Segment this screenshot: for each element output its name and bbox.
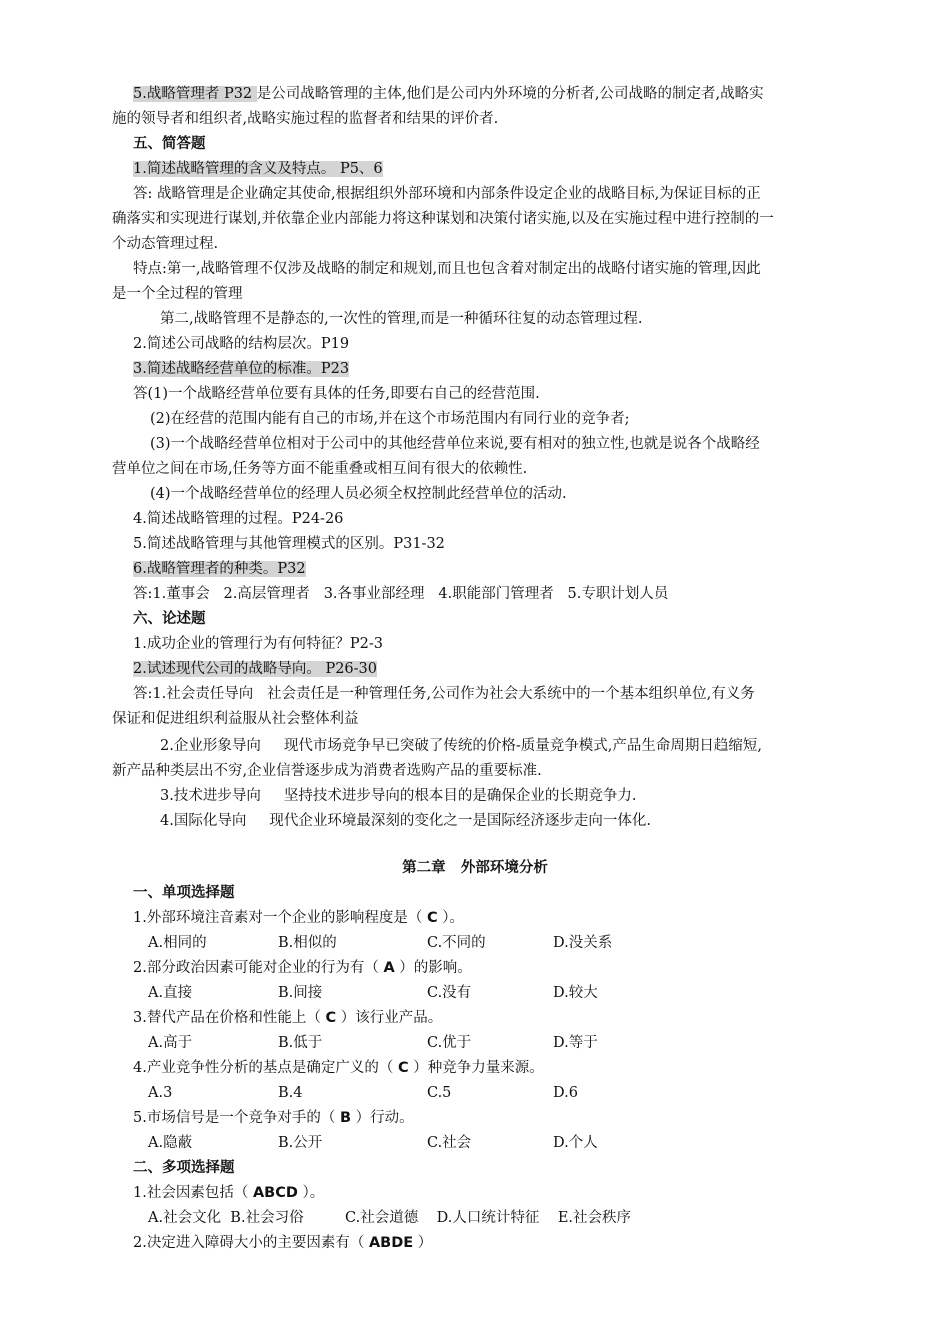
text-line: 施的领导者和组织者,战略实施过程的监督者和结果的评价者. <box>112 111 499 127</box>
text-line: 答:1.董事会 2.高层管理者 3.各事业部经理 4.职能部门管理者 5.专职计划人员 <box>133 586 669 602</box>
question-2: 2.简述公司战略的结构层次。P19 <box>133 336 350 352</box>
text-line: 营单位之间在市场,任务等方面不能重叠或相互间有很大的依赖性. <box>112 461 528 477</box>
section-heading-essay: 六、论述题 <box>133 611 206 627</box>
single-question-1: 1.外部环境注音素对一个企业的影响程度是（ C ）。 <box>133 910 464 926</box>
strategy-manager-item: 5.战略管理者 P32 是公司战略管理的主体,他们是公司内外环境的分析者,公司战略的制定者,战略实 <box>133 86 764 102</box>
text-line: 3.技术进步导向 坚持技术进步导向的根本目的是确保企业的长期竞争力. <box>160 788 637 804</box>
question-5: 5.简述战略管理与其他管理模式的区别。P31-32 <box>133 536 445 552</box>
single-question-3: 3.替代产品在价格和性能上（ C ）该行业产品。 <box>133 1010 443 1026</box>
text-line: (3)一个战略经营单位相对于公司中的其他经营单位来说,要有相对的独立性,也就是说各个战略经 <box>150 436 760 452</box>
item-highlight: 5.战略管理者 P32 <box>133 86 257 102</box>
text-line: 4.国际化导向 现代企业环境最深刻的变化之一是国际经济逐步走向一体化. <box>160 813 651 829</box>
section-heading-single-choice: 一、单项选择题 <box>133 885 235 901</box>
multi-question-2: 2.决定进入障碍大小的主要因素有（ ABDE ） <box>133 1235 433 1251</box>
text-line: 保证和促进组织利益服从社会整体利益 <box>112 711 359 727</box>
question-4: 4.简述战略管理的过程。P24-26 <box>133 511 344 527</box>
options-row: A.隐蔽 B.公开 C.社会 D.个人 <box>148 1135 598 1151</box>
text-line: (2)在经营的范围内能有自己的市场,并在这个市场范围内有同行业的竞争者; <box>150 411 630 427</box>
text-line: 特点:第一,战略管理不仅涉及战略的制定和规划,而且也包含着对制定出的战略付诸实施的管理,因此 <box>133 261 761 277</box>
text-line: 确落实和实现进行谋划,并依靠企业内部能力将这种谋划和决策付诸实施,以及在实施过程中进行控制的一 <box>112 211 774 227</box>
options-row: A.社会文化 B.社会习俗 C.社会道德 D.人口统计特征 E.社会秩序 <box>148 1210 632 1226</box>
essay-question-1: 1.成功企业的管理行为有何特征？P2-3 <box>133 636 383 652</box>
text-line: (4)一个战略经营单位的经理人员必须全权控制此经营单位的活动. <box>150 486 567 502</box>
text-line: 是一个全过程的管理 <box>112 286 243 302</box>
text-line: 第二,战略管理不是静态的,一次性的管理,而是一种循环往复的动态管理过程. <box>160 311 643 327</box>
text-line: 新产品种类层出不穷,企业信誉逐步成为消费者选购产品的重要标准. <box>112 763 542 779</box>
essay-question-2: 2.试述现代公司的战略导向。 P26-30 <box>133 661 377 677</box>
multi-question-1: 1.社会因素包括（ ABCD ）。 <box>133 1185 325 1201</box>
single-question-4: 4.产业竞争性分析的基点是确定广义的（ C ）种竞争力量来源。 <box>133 1060 544 1076</box>
question-6: 6.战略管理者的种类。P32 <box>133 561 306 577</box>
question-3: 3.简述战略经营单位的标准。P23 <box>133 361 350 377</box>
options-row: A.3 B.4 C.5 D.6 <box>148 1085 578 1101</box>
options-row: A.直接 B.间接 C.没有 D.较大 <box>148 985 598 1001</box>
question-1: 1.简述战略管理的含义及特点。 P5、6 <box>133 161 383 177</box>
chapter-title: 第二章 外部环境分析 <box>402 860 548 876</box>
options-row: A.相同的 B.相似的 C.不同的 D.没关系 <box>148 935 613 951</box>
text-line: 答(1)一个战略经营单位要有具体的任务,即要右自己的经营范围. <box>133 386 540 402</box>
section-heading-short-answer: 五、简答题 <box>133 136 206 152</box>
single-question-2: 2.部分政治因素可能对企业的行为有（ A ）的影响。 <box>133 960 472 976</box>
options-row: A.高于 B.低于 C.优于 D.等于 <box>148 1035 598 1051</box>
text-line: 答:1.社会责任导向 社会责任是一种管理任务,公司作为社会大系统中的一个基本组织单位,有义务 <box>133 686 755 702</box>
text-line: 答: 战略管理是企业确定其使命,根据组织外部环境和内部条件设定企业的战略目标,为保证目标的正 <box>133 186 761 202</box>
text-line: 个动态管理过程. <box>112 236 219 252</box>
text-line: 2.企业形象导向 现代市场竞争早已突破了传统的价格-质量竞争模式,产品生命周期日趋缩短, <box>160 738 762 754</box>
section-heading-multi-choice: 二、多项选择题 <box>133 1160 235 1176</box>
single-question-5: 5.市场信号是一个竞争对手的（ B ）行动。 <box>133 1110 414 1126</box>
